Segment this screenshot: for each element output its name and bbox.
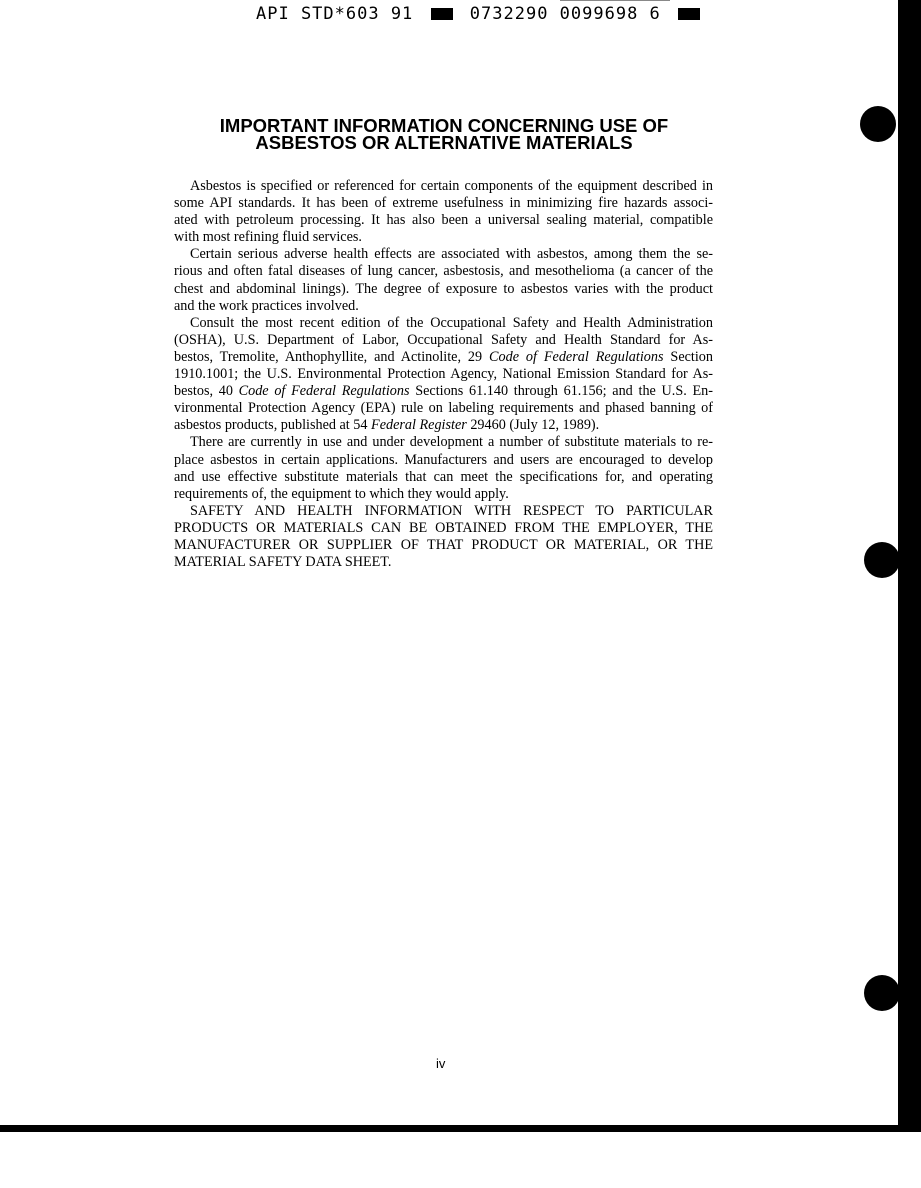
text-line <box>174 554 713 571</box>
paragraph <box>174 246 713 314</box>
scan-bottom-border <box>0 1125 921 1132</box>
text-line <box>174 503 713 520</box>
punch-hole-top <box>860 106 896 142</box>
italic-citation: Code of Federal Regulations <box>238 383 410 400</box>
text-segment: There are currently in use and under development a number of substitute materials to re- <box>190 434 713 451</box>
text-segment: some API standards. It has been of extreme usefulness in minimizing fire hazards associ- <box>174 195 713 212</box>
page-title <box>174 117 714 151</box>
text-segment: 29460 (July 12, 1989). <box>466 417 600 434</box>
page-number: iv <box>436 1056 446 1071</box>
text-segment: Sections 61.140 through 61.156; and the U.S. En- <box>409 383 713 400</box>
text-segment: vironmental Protection Agency (EPA) rule on labeling requirements and phased banning of <box>174 400 713 417</box>
text-line <box>174 434 713 451</box>
text-line <box>174 383 713 400</box>
text-segment: bestos, 40 <box>174 383 239 400</box>
text-segment: ated with petroleum processing. It has also been a universal sealing material, compatible <box>174 212 713 229</box>
text-line <box>174 332 713 349</box>
scan-block-mark <box>431 8 453 20</box>
text-segment: (OSHA), U.S. Department of Labor, Occupational Safety and Health Standard for As- <box>174 331 713 348</box>
text-segment: MATERIAL SAFETY DATA SHEET. <box>174 554 392 571</box>
text-line <box>174 298 713 315</box>
text-segment: Consult the most recent edition of the Occupational Safety and Health Administration <box>190 314 713 331</box>
scan-right-border <box>898 0 921 1132</box>
paragraph <box>174 503 713 571</box>
text-line <box>174 349 713 366</box>
paragraph <box>174 178 713 246</box>
scan-header-barcode-number: 0732290 0099698 6 <box>469 4 661 24</box>
text-segment: rious and often fatal diseases of lung cancer, asbestosis, and mesothelioma (a cancer of the <box>174 263 713 280</box>
text-line <box>174 469 713 486</box>
text-segment: Section <box>663 348 713 365</box>
text-line <box>174 246 713 263</box>
text-line <box>174 537 713 554</box>
title-line-1: IMPORTANT INFORMATION CONCERNING USE OF <box>219 115 669 136</box>
text-line <box>174 229 713 246</box>
text-line <box>174 520 713 537</box>
text-line <box>174 452 713 469</box>
scan-header <box>256 4 706 24</box>
text-segment: requirements of, the equipment to which they would apply. <box>174 485 509 502</box>
text-line <box>174 366 713 383</box>
paragraph <box>174 315 713 435</box>
italic-citation: Code of Federal Regulations <box>489 348 664 365</box>
text-segment: place asbestos in certain applications. Manufacturers and users are encouraged to develop <box>174 451 713 468</box>
text-line <box>174 195 713 212</box>
italic-citation: Federal Register <box>371 417 467 434</box>
text-segment: MANUFACTURER OR SUPPLIER OF THAT PRODUCT OR MATERIAL, OR THE <box>174 536 713 553</box>
punch-hole-middle <box>864 542 900 578</box>
scan-block-mark <box>678 8 700 20</box>
text-line <box>174 281 713 298</box>
text-line <box>174 212 713 229</box>
paragraph <box>174 434 713 502</box>
text-segment: and use effective substitute materials that can meet the specifications for, and operating <box>174 468 713 485</box>
text-line <box>174 263 713 280</box>
text-segment: and the work practices involved. <box>174 297 359 314</box>
text-segment: bestos, Tremolite, Anthophyllite, and Actinolite, 29 <box>174 348 490 365</box>
title-line-2: ASBESTOS OR ALTERNATIVE MATERIALS <box>255 132 633 153</box>
text-segment: asbestos products, published at 54 <box>174 417 372 434</box>
scan-artifact-line <box>560 0 670 1</box>
text-line <box>174 178 713 195</box>
text-segment: Certain serious adverse health effects are associated with asbestos, among them the se- <box>190 246 713 263</box>
text-line <box>174 486 713 503</box>
text-segment: with most refining fluid services. <box>174 229 362 246</box>
text-segment: 1910.1001; the U.S. Environmental Protection Agency, National Emission Standard for As- <box>174 366 713 383</box>
text-segment: PRODUCTS OR MATERIALS CAN BE OBTAINED FROM THE EMPLOYER, THE <box>174 519 713 536</box>
text-segment: Asbestos is specified or referenced for certain components of the equipment described in <box>190 178 713 194</box>
text-line <box>174 417 713 434</box>
punch-hole-bottom <box>864 975 900 1011</box>
text-line <box>174 315 713 332</box>
document-body <box>174 178 713 571</box>
text-line <box>174 400 713 417</box>
text-segment: chest and abdominal linings). The degree of exposure to asbestos varies with the product <box>174 280 713 297</box>
text-segment: SAFETY AND HEALTH INFORMATION WITH RESPECT TO PARTICULAR <box>190 502 713 519</box>
scan-header-doc-id: API STD*603 91 <box>256 4 414 24</box>
